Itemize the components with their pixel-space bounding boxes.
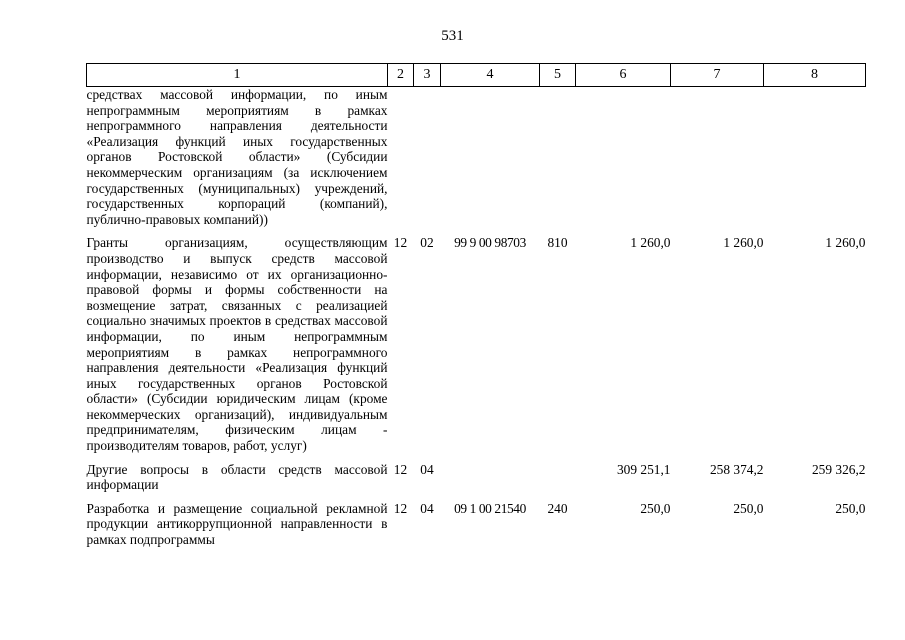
column-header-4: 4 — [441, 64, 540, 87]
column-header-5: 5 — [540, 64, 576, 87]
row-amount-year-2 — [671, 87, 764, 228]
row-section: 12 — [393, 235, 408, 251]
column-header-6: 6 — [576, 64, 671, 87]
row-amount-year-1: 1 260,0 — [630, 235, 671, 251]
row-section: 12 — [393, 461, 408, 477]
row-section: 12 — [393, 500, 408, 516]
row-amount-year-3 — [764, 87, 866, 228]
table-row — [87, 87, 866, 228]
row-amount-year-1: 250,0 — [640, 500, 671, 516]
column-header-7: 7 — [671, 64, 764, 87]
page-number: 531 — [441, 28, 464, 44]
row-target-article — [441, 87, 540, 228]
row-subsection: 04 — [420, 461, 434, 477]
column-header-3: 3 — [414, 64, 441, 87]
row-amount-year-1: 309 251,1 — [616, 461, 671, 477]
row-description: Гранты организациям, осуществляющим производство и выпуск средств массовой информации, независимо от их организационно-правовой формы и формы собственности на возмещение затрат, связанных с реализацией социально значимых проектов в средствах массовой информации, по иным непрограммным мероприятиям в рамках непрограммного направления деятельности «Реализация функций иных государственных органов Ростовской области» (Субсидии юридическим лицам (кроме некоммерческих организаций), индивидуальным предпринимателям, физическим лицам - производителям товаров, работ, услуг) — [86, 235, 388, 454]
row-subsection: 02 — [420, 235, 434, 251]
column-header-8: 8 — [764, 64, 866, 87]
row-amount-year-3: 250,0 — [835, 500, 866, 516]
row-amount-year-2: 258 374,2 — [709, 461, 764, 477]
row-description: средствах массовой информации, по иным непрограммным мероприятиям в рамках непрограммного направления деятельности «Реализация функций иных государственных органов Ростовской области» (Субсидии некоммерческим организациям (за исключением государственных (муниципальных) учреждений, государственных корпораций (компаний), публично-правовых компаний)) — [86, 87, 388, 227]
row-target-article: 09 1 00 21540 — [454, 500, 526, 516]
row-target-article — [441, 454, 540, 493]
table-row — [87, 227, 866, 453]
table-header-row — [87, 64, 866, 87]
row-section — [388, 87, 414, 228]
row-subsection — [414, 87, 441, 228]
row-amount-year-2: 1 260,0 — [723, 235, 764, 251]
row-amount-year-3: 259 326,2 — [811, 461, 866, 477]
column-header-1: 1 — [87, 64, 388, 87]
row-expense-type: 810 — [547, 235, 568, 251]
row-description: Разработка и размещение социальной рекламной продукции антикоррупционной направленности в рамках подпрограммы — [86, 500, 388, 548]
row-description: Другие вопросы в области средств массовой информации — [86, 461, 388, 493]
row-amount-year-1 — [576, 87, 671, 228]
budget-table — [86, 63, 866, 548]
row-expense-type — [540, 454, 576, 493]
row-amount-year-2: 250,0 — [733, 500, 764, 516]
row-target-article: 99 9 00 98703 — [454, 235, 526, 251]
row-expense-type: 240 — [547, 500, 568, 516]
table-row — [87, 454, 866, 493]
row-subsection: 04 — [420, 500, 434, 516]
table-row — [87, 493, 866, 548]
row-expense-type — [540, 87, 576, 228]
column-header-2: 2 — [388, 64, 414, 87]
row-amount-year-3: 1 260,0 — [825, 235, 866, 251]
